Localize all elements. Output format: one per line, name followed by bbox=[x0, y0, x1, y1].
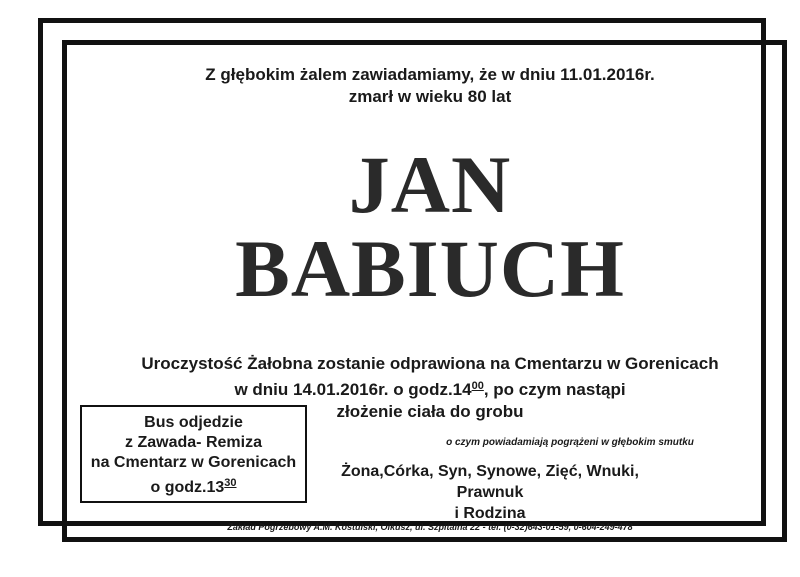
ceremony-line-1: Uroczystość Żałobna zostanie odprawiona na Cmentarzu w Gorenicach bbox=[141, 354, 719, 373]
family-line-2: i Rodzina bbox=[454, 505, 526, 522]
bus-line-3: na Cmentarz w Gorenicach bbox=[90, 454, 297, 471]
ceremony-line-2-suffix: , po czym nastąpi bbox=[483, 380, 626, 399]
ceremony-date-time: w dniu 14.01.2016r. o godz.14 bbox=[234, 380, 472, 399]
bus-info-box bbox=[80, 405, 307, 503]
bus-line-2: z Zawada- Remiza bbox=[125, 434, 262, 451]
deceased-first-name: JAN bbox=[348, 139, 512, 230]
announcement-intro bbox=[60, 64, 800, 108]
notify-text: o czym powiadamiają pogrążeni w głębokim smutku bbox=[446, 437, 694, 448]
ceremony-minutes: 00 bbox=[471, 380, 484, 392]
bus-time-prefix: o godz.13 bbox=[150, 479, 225, 496]
bus-line-1: Bus odjedzie bbox=[144, 414, 243, 431]
intro-line-2: zmarł w wieku 80 lat bbox=[348, 87, 512, 106]
funeral-home-footer: Zakład Pogrzebowy A.M. Kostulski, Olkusz, ul. Szpitalna 22 - tel. (0-32)643-01-59, 0-604-249-478 bbox=[227, 522, 633, 532]
family-line-1: Żona,Córka, Syn, Synowe, Zięć, Wnuki, Prawnuk bbox=[341, 463, 639, 501]
bus-time bbox=[82, 473, 305, 498]
ceremony-line-3: złożenie ciała do grobu bbox=[336, 402, 524, 421]
intro-line-1: Z głębokim żalem zawiadamiamy, że w dniu 11.01.2016r. bbox=[205, 65, 655, 84]
ceremony-line-2 bbox=[60, 375, 800, 401]
bus-time-minutes: 30 bbox=[224, 477, 237, 489]
family-list bbox=[310, 461, 670, 524]
deceased-last-name: BABIUCH bbox=[235, 223, 625, 314]
